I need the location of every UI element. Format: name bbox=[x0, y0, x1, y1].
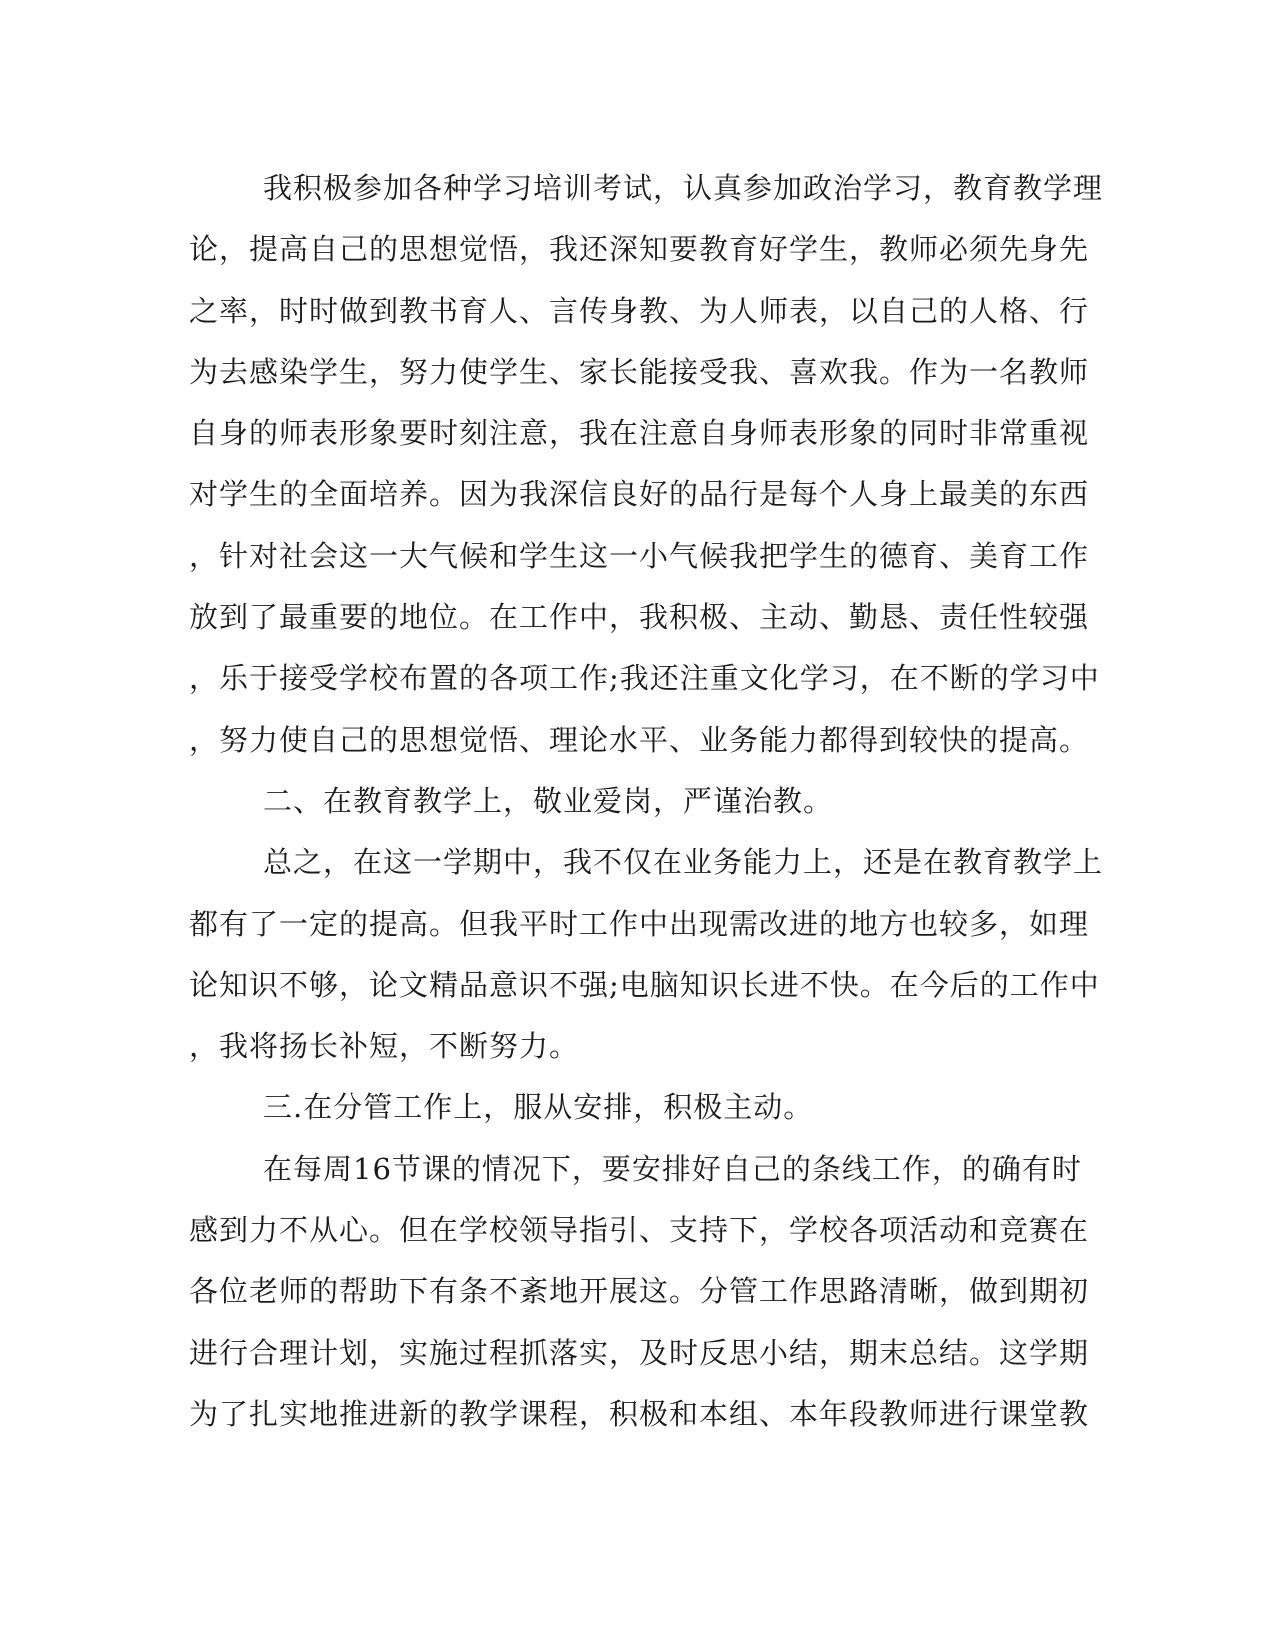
paragraph-line: 自身的师表形象要时刻注意，我在注意自身师表形象的同时非常重视 bbox=[189, 416, 1090, 451]
paragraph-line: 我积极参加各种学习培训考试，认真参加政治学习，教育教学理 bbox=[263, 171, 1104, 205]
paragraph-line: ，针对社会这一大气候和学生这一小气候我把学生的德育、美育工作 bbox=[189, 538, 1090, 573]
paragraph-line: 论知识不够，论文精品意识不强;电脑知识长进不快。在今后的工作中 bbox=[189, 967, 1100, 1002]
paragraph-line: ，努力使自己的思想觉悟、理论水平、业务能力都得到较快的提高。 bbox=[189, 722, 1090, 757]
section-heading-line: 三.在分管工作上，服从安排，积极主动。 bbox=[263, 1090, 814, 1125]
paragraph-line: 在每周16节课的情况下，要安排好自己的条线工作，的确有时 bbox=[263, 1151, 1082, 1186]
paragraph-line: 放到了最重要的地位。在工作中，我积极、主动、勤恳、责任性较强 bbox=[189, 600, 1090, 635]
paragraph-line: 论，提高自己的思想觉悟，我还深知要教育好学生，教师必须先身先 bbox=[189, 232, 1090, 267]
paragraph-line: 进行合理计划，实施过程抓落实，及时反思小结，期末总结。这学期 bbox=[189, 1335, 1090, 1370]
paragraph-line: 都有了一定的提高。但我平时工作中出现需改进的地方也较多，如理 bbox=[189, 906, 1090, 941]
paragraph-line: 对学生的全面培养。因为我深信良好的品行是每个人身上最美的东西 bbox=[189, 477, 1090, 512]
paragraph-line: 为去感染学生，努力使学生、家长能接受我、喜欢我。作为一名教师 bbox=[189, 354, 1090, 389]
paragraph-line: 感到力不从心。但在学校领导指引、支持下，学校各项活动和竞赛在 bbox=[189, 1213, 1090, 1248]
section-heading-line: 二、在教育教学上，敬业爱岗，严谨治教。 bbox=[263, 783, 834, 818]
paragraph-line: 总之，在这一学期中，我不仅在业务能力上，还是在教育教学上 bbox=[263, 845, 1104, 880]
paragraph-line: 各位老师的帮助下有条不紊地开展这。分管工作思路清晰，做到期初 bbox=[189, 1274, 1090, 1309]
paragraph-line: 为了扎实地推进新的教学课程，积极和本组、本年段教师进行课堂教 bbox=[189, 1396, 1090, 1431]
document-body bbox=[189, 158, 1104, 1445]
paragraph-line: ，乐于接受学校布置的各项工作;我还注重文化学习，在不断的学习中 bbox=[189, 661, 1100, 696]
paragraph-line: ，我将扬长补短，不断努力。 bbox=[189, 1029, 580, 1064]
paragraph-line: 之率，时时做到教书育人、言传身教、为人师表，以自己的人格、行 bbox=[189, 293, 1090, 328]
